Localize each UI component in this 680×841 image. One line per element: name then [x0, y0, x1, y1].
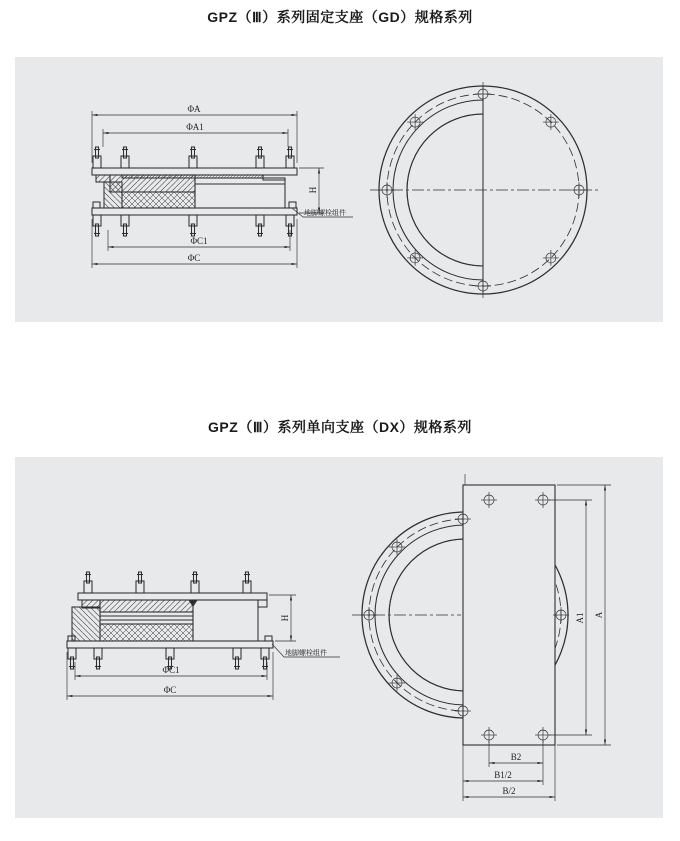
dim-label-h: H	[308, 186, 318, 194]
dim-label-phi-c: ΦC	[163, 685, 177, 695]
bottom-anchor-bolts	[93, 215, 294, 236]
dim-label-phi-c1: ΦC1	[162, 665, 180, 675]
dx-drawing-svg	[15, 457, 663, 818]
dim-b-group	[463, 741, 555, 801]
dim-label-h: H	[280, 614, 290, 622]
dim-label-b1-half: B1/2	[494, 770, 512, 780]
dim-phi-a1	[103, 122, 288, 147]
anchor-bolt-callout-label: 地脚螺栓组件	[285, 650, 327, 657]
dim-label-a: A	[594, 611, 604, 619]
dim-label-a1: A1	[575, 612, 585, 624]
dim-label-phi-c: ΦC	[187, 253, 201, 263]
dx-plan-view	[352, 474, 611, 801]
anchor-bolt-callout	[292, 208, 353, 217]
drawing-panel-gd	[15, 57, 663, 322]
bottom-plate	[67, 641, 273, 648]
dx-elevation-view	[67, 572, 340, 700]
top-plate	[92, 168, 297, 175]
guide-plate	[463, 485, 555, 745]
pot-base	[195, 178, 285, 208]
pot-base	[193, 600, 258, 641]
section-title-gd: GPZ（Ⅲ）系列固定支座（GD）规格系列	[207, 9, 473, 25]
dim-label-b-half: B/2	[502, 786, 516, 796]
elastomer-core	[100, 624, 193, 641]
dim-label-b2: B2	[510, 752, 522, 762]
bearing-body	[67, 593, 273, 648]
dim-h	[299, 168, 324, 213]
anchor-bolt-callout-label: 地脚螺栓组件	[304, 210, 346, 217]
section-title-dx: GPZ（Ⅲ）系列单向支座（DX）规格系列	[208, 419, 472, 435]
bottom-plate	[92, 208, 297, 215]
rubber-layer	[100, 612, 193, 624]
gd-plan-view	[370, 82, 598, 298]
dim-h	[269, 595, 296, 641]
bearing-body	[92, 168, 297, 215]
anchor-bolt-callout	[272, 644, 340, 657]
gd-elevation-view	[92, 104, 353, 268]
drawing-panel-dx	[15, 457, 663, 818]
top-anchor-bolts	[84, 572, 251, 593]
top-anchor-bolts	[93, 147, 294, 168]
dim-label-phi-a1: ΦA1	[186, 122, 204, 132]
elastomer-core	[122, 192, 195, 208]
left-column	[72, 607, 100, 641]
top-plate	[78, 593, 267, 600]
dim-label-phi-c1: ΦC1	[190, 236, 208, 246]
dim-label-phi-a: ΦA	[187, 104, 201, 114]
guide-notch	[258, 600, 267, 607]
upper-block	[110, 175, 195, 192]
gd-drawing-svg	[15, 57, 663, 322]
upper-block	[100, 600, 193, 612]
left-column	[104, 182, 122, 208]
